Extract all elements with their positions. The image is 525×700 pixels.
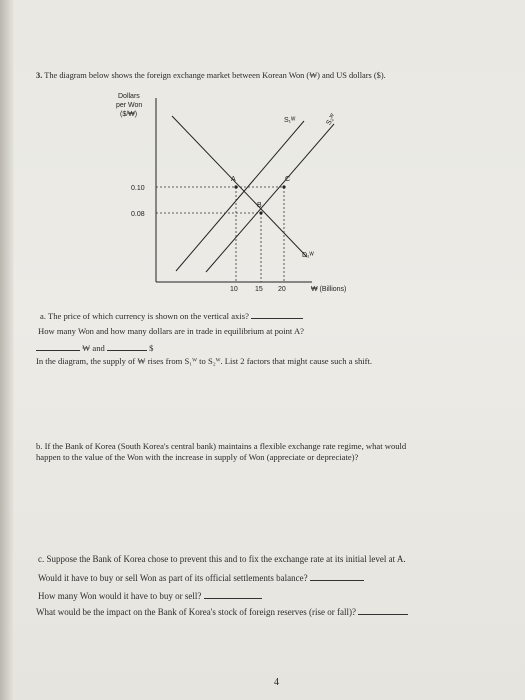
answer-blank-won[interactable]: [36, 342, 80, 351]
point-c-label: C: [285, 176, 291, 183]
point-c-dot: [282, 185, 285, 188]
supply-1-label: S₁ᵂ: [284, 117, 296, 124]
point-b-dot: [259, 211, 262, 214]
supply-2-label: S₂ᵂ: [325, 112, 338, 127]
x-tick-10: 10: [230, 286, 238, 293]
page-number: 4: [274, 677, 279, 688]
part-b-line2: happen to the value of the Won with the increase in supply of Won (appreciate or depreciate)?: [36, 452, 359, 462]
y-axis-label-1: Dollars: [118, 93, 140, 100]
supply-curve-1: [176, 121, 304, 271]
x-axis-label: ₩ (Billions): [311, 286, 347, 293]
y-axis-label-3: ($/₩): [120, 111, 138, 118]
part-a-line2: How many Won and how many dollars are in trade in equilibrium at point A?: [38, 326, 304, 336]
answer-blank-dollars[interactable]: [107, 342, 147, 351]
forex-diagram: [0, 0, 525, 300]
y-tick-010: 0.10: [131, 185, 145, 192]
part-a-line1: a. The price of which currency is shown on the vertical axis?: [40, 310, 303, 321]
y-axis-label-2: per Won: [116, 102, 143, 109]
answer-blank-currency[interactable]: [251, 310, 303, 319]
question-intro: The diagram below shows the foreign exchange market between Korean Won (₩) and US dollars ($).: [44, 71, 386, 80]
answer-blank-buy-sell[interactable]: [310, 572, 364, 581]
question-number: 3.: [36, 71, 43, 80]
x-tick-15: 15: [255, 286, 263, 293]
part-c-line1: c. Suppose the Bank of Korea chose to prevent this and to fix the exchange rate at its initial level at A.: [38, 554, 406, 564]
part-c-line3: How many Won would it have to buy or sell?: [38, 590, 262, 601]
y-tick-008: 0.08: [131, 211, 145, 218]
x-tick-20: 20: [278, 286, 286, 293]
part-a-line4: In the diagram, the supply of ₩ rises from S₁ᵂ to S₂ᵂ. List 2 factors that might cause such a shift.: [36, 356, 373, 366]
demand-label: D₁ᵂ: [302, 252, 314, 259]
point-a-dot: [234, 185, 237, 188]
demand-curve: [172, 116, 307, 257]
part-b-line1: b. If the Bank of Korea (South Korea's central bank) maintains a flexible exchange rate regime, what would: [36, 441, 407, 451]
point-a-label: A: [231, 176, 236, 183]
part-c-line4: What would be the impact on the Bank of Korea's stock of foreign reserves (rise or fall)?: [36, 606, 408, 617]
answer-blank-won-amount[interactable]: [204, 590, 262, 599]
part-a-line3: ₩ and $: [36, 342, 153, 353]
part-c-line2: Would it have to buy or sell Won as part of its official settlements balance?: [38, 572, 364, 583]
answer-blank-reserves[interactable]: [358, 606, 408, 615]
supply-curve-2: [206, 124, 334, 272]
point-b-label: B: [257, 202, 262, 209]
